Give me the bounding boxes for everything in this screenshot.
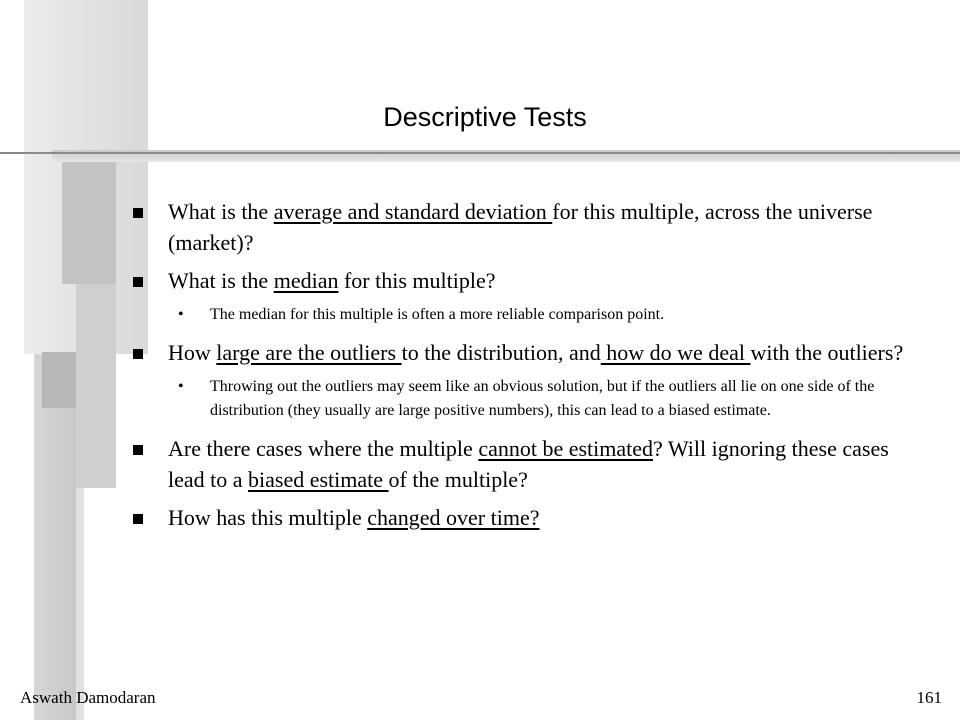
square-bullet-icon xyxy=(133,349,143,359)
title-underline xyxy=(0,152,960,154)
underlined-text: median xyxy=(273,268,339,293)
decor-bar xyxy=(42,352,76,408)
underlined-text: average and standard deviation xyxy=(273,199,553,224)
decor-bar xyxy=(62,160,116,284)
square-bullet-icon xyxy=(133,208,143,218)
footer-author: Aswath Damodaran xyxy=(20,688,156,707)
bullet-list xyxy=(130,196,930,540)
sub-list-item: • Throwing out the outliers may seem like an obvious solution, but if the outliers all lie on one side of the distribution (they usually are large positive numbers), this can lead to a biased estimate. xyxy=(130,375,930,423)
underlined-text: how do we deal xyxy=(600,340,751,365)
underlined-text: large are the outliers xyxy=(216,340,402,365)
dot-bullet-icon: • xyxy=(178,378,184,395)
underlined-text: cannot be estimated xyxy=(478,436,654,461)
decor-bar xyxy=(76,488,84,720)
page-number: 161 xyxy=(916,688,942,707)
underlined-text: changed over time? xyxy=(367,505,540,530)
square-bullet-icon xyxy=(133,277,143,287)
decor-bar xyxy=(76,284,116,488)
square-bullet-icon xyxy=(133,445,143,455)
list-item: How has this multiple changed over time? xyxy=(130,502,930,533)
list-item: What is the median for this multiple? xyxy=(130,265,930,296)
list-item: How large are the outliers to the distribution, and how do we deal with the outliers? xyxy=(130,337,930,368)
underlined-text: biased estimate xyxy=(248,467,389,492)
square-bullet-icon xyxy=(133,514,143,524)
dot-bullet-icon: • xyxy=(178,306,184,323)
sub-list-item: • The median for this multiple is often a more reliable comparison point. xyxy=(130,303,930,327)
slide-title: Descriptive Tests xyxy=(383,102,587,132)
list-item: What is the average and standard deviation for this multiple, across the universe (market)? xyxy=(130,196,930,258)
list-item: Are there cases where the multiple cannot be estimated? Will ignoring these cases lead to a biased estimate of the multiple? xyxy=(130,433,930,495)
